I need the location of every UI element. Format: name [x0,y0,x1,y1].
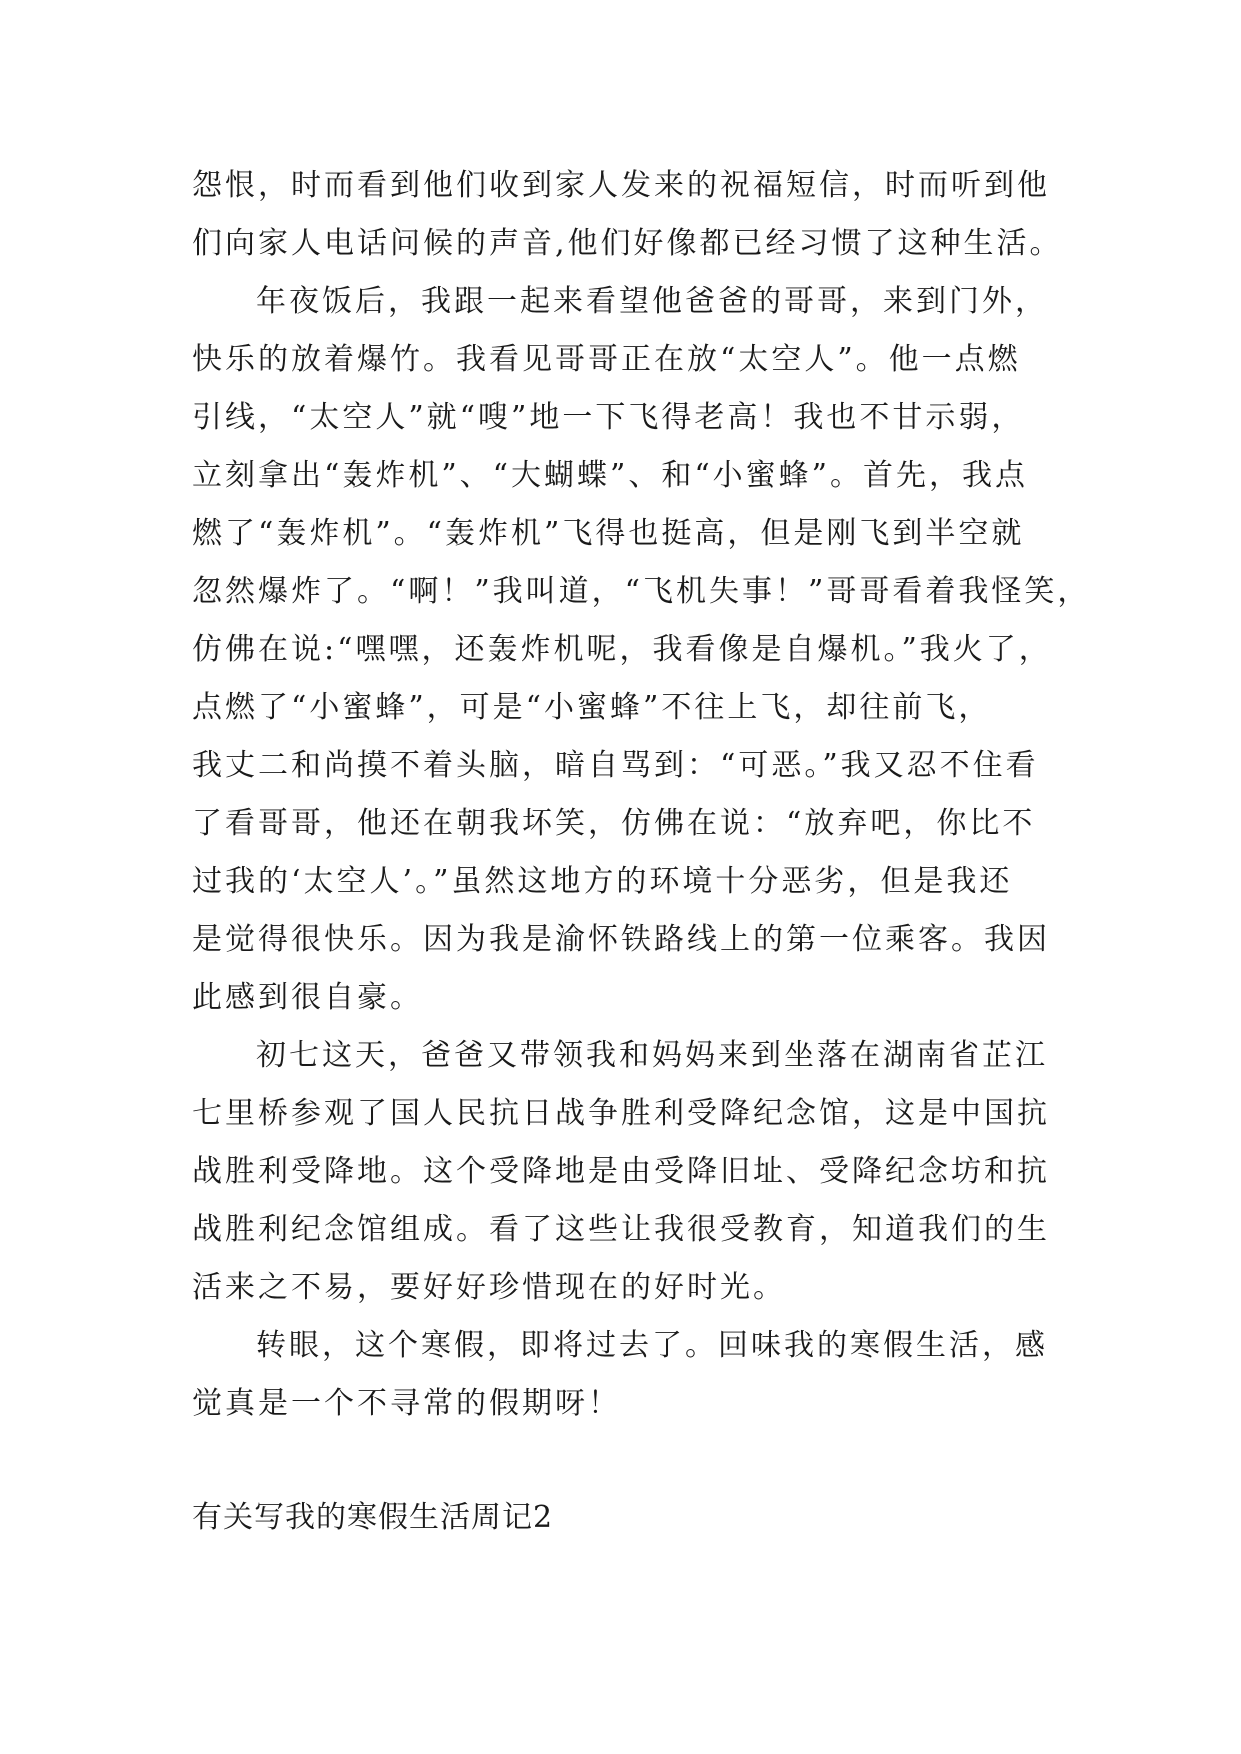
paragraph-line: 七里桥参观了国人民抗日战争胜利受降纪念馆，这是中国抗 [192,1096,1050,1131]
paragraph-line: 此感到很自豪。 [192,980,423,1015]
paragraph-line: 燃了“轰炸机”。“轰炸机”飞得也挺高，但是刚飞到半空就 [192,516,1025,551]
paragraph-line: 转眼，这个寒假，即将过去了。回味我的寒假生活，感 [256,1328,1048,1363]
paragraph-line: 年夜饭后，我跟一起来看望他爸爸的哥哥，来到门外， [256,284,1048,319]
paragraph-line: 快乐的放着爆竹。我看见哥哥正在放“太空人”。他一点燃 [192,342,1021,377]
paragraph-line: 我丈二和尚摸不着头脑，暗自骂到：“可恶。”我又忍不住看 [192,748,1039,783]
paragraph-line: 怨恨，时而看到他们收到家人发来的祝福短信，时而听到他 [192,168,1050,203]
paragraph-line: 仿佛在说:“嘿嘿，还轰炸机呢，我看像是自爆机。”我火了， [192,632,1052,667]
paragraph-line: 是觉得很快乐。因为我是渝怀铁路线上的第一位乘客。我因 [192,922,1050,957]
paragraph-line: 初七这天，爸爸又带领我和妈妈来到坐落在湖南省芷江 [256,1038,1048,1073]
section-heading: 有关写我的寒假生活周记2 [192,1500,554,1535]
paragraph-line: 战胜利纪念馆组成。看了这些让我很受教育，知道我们的生 [192,1212,1050,1247]
paragraph-line: 觉真是一个不寻常的假期呀！ [192,1386,621,1421]
paragraph-line: 引线，“太空人”就“嗖”地一下飞得老高！我也不甘示弱， [192,400,1025,435]
paragraph-line: 活来之不易，要好好珍惜现在的好时光。 [192,1270,786,1305]
paragraph-line: 点燃了“小蜜蜂”，可是“小蜜蜂”不往上飞，却往前飞， [192,690,992,725]
paragraph-line: 了看哥哥，他还在朝我坏笑，仿佛在说：“放弃吧，你比不 [192,806,1036,841]
paragraph-line: 战胜利受降地。这个受降地是由受降旧址、受降纪念坊和抗 [192,1154,1050,1189]
paragraph-line: 立刻拿出“轰炸机”、“大蝴蝶”、和“小蜜蜂”。首先，我点 [192,458,1029,493]
paragraph-line: 们向家人电话问候的声音,他们好像都已经习惯了这种生活。 [192,226,1063,261]
paragraph-line: 过我的‘太空人’。”虽然这地方的环境十分恶劣，但是我还 [192,864,1013,899]
paragraph-line: 忽然爆炸了。“啊！”我叫道，“飞机失事！”哥哥看着我怪笑， [192,574,1091,609]
